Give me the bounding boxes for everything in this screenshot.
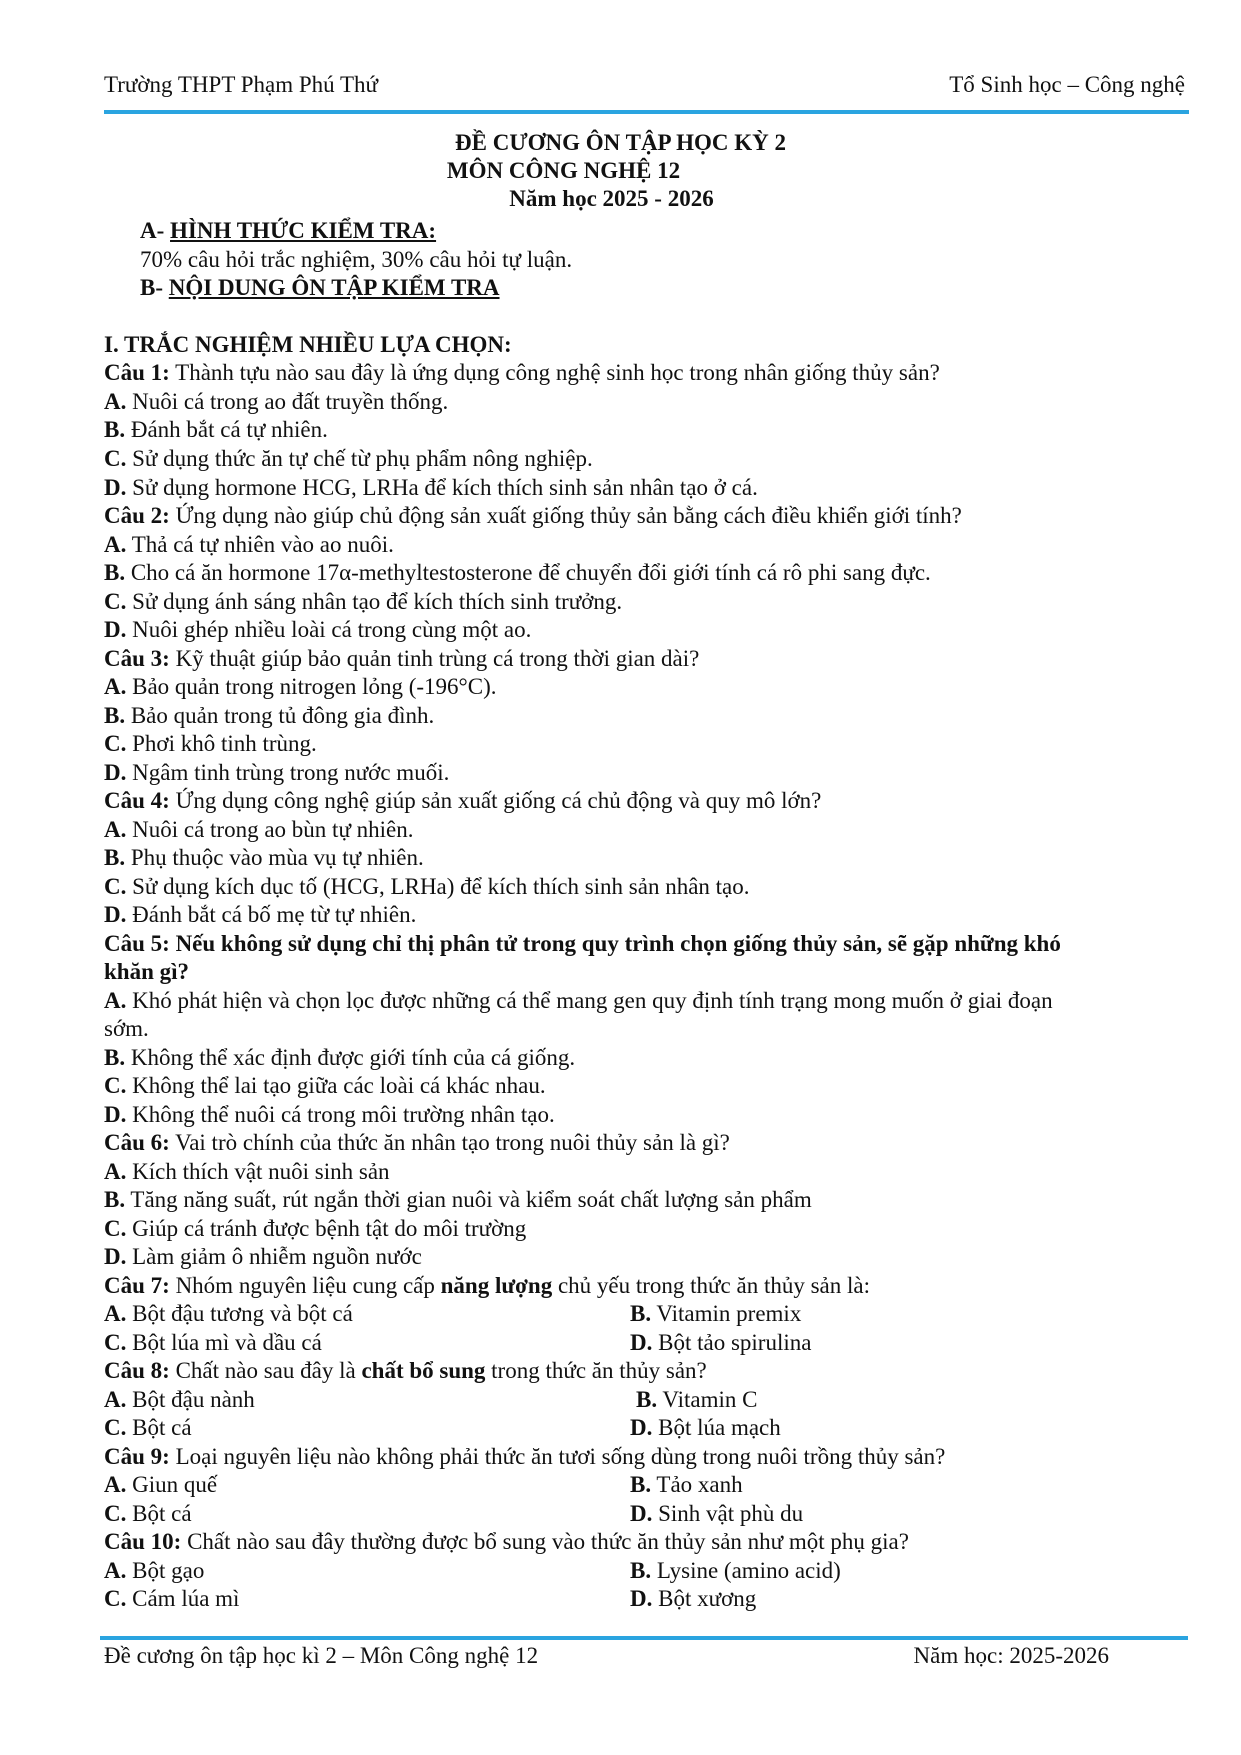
q5-option-a-cont: sớm. — [104, 1016, 149, 1041]
section-b-title: NỘI DUNG ÔN TẬP KIỂM TRA — [168, 275, 500, 300]
q1-option-c: C. Sử dụng thức ăn tự chế từ phụ phẩm nông nghiệp. — [104, 446, 593, 471]
section-a-heading — [140, 216, 1225, 245]
section-a-title: HÌNH THỨC KIỂM TRA: — [170, 218, 437, 243]
q10-option-c: C. Cám lúa mì — [104, 1586, 240, 1611]
question-6: Câu 6: Vai trò chính của thức ăn nhân tạo trong nuôi thủy sản là gì? — [104, 1130, 730, 1155]
part-1-heading: I. TRẮC NGHIỆM NHIỀU LỰA CHỌN: — [104, 332, 512, 357]
question-2: Câu 2: Ứng dụng nào giúp chủ động sản xuất giống thủy sản bằng cách điều khiển giới tính? — [104, 503, 962, 528]
q2-option-c: C. Sử dụng ánh sáng nhân tạo để kích thích sinh trưởng. — [104, 589, 623, 614]
q10-option-d: D. Bột xương — [630, 1586, 757, 1611]
q4-option-d: D. Đánh bắt cá bố mẹ từ tự nhiên. — [104, 902, 417, 927]
footer-doc-name: Đề cương ôn tập học kì 2 – Môn Công nghệ 12 — [104, 1643, 539, 1668]
q1-option-a: A. Nuôi cá trong ao đất truyền thống. — [104, 389, 449, 414]
question-4: Câu 4: Ứng dụng công nghệ giúp sản xuất giống cá chủ động và quy mô lớn? — [104, 788, 822, 813]
q8-option-c: C. Bột cá — [104, 1415, 192, 1440]
q6-option-b: B. Tăng năng suất, rút ngắn thời gian nuôi và kiểm soát chất lượng sản phẩm — [104, 1187, 812, 1212]
question-7: Câu 7: Nhóm nguyên liệu cung cấp năng lượng chủ yếu trong thức ăn thủy sản là: — [104, 1273, 870, 1298]
school-name: Trường THPT Phạm Phú Thứ — [104, 72, 378, 97]
footer-rule — [100, 1636, 1188, 1640]
header-rule — [104, 110, 1189, 114]
q6-option-d: D. Làm giảm ô nhiễm nguồn nước — [104, 1244, 422, 1269]
section-a-text: 70% câu hỏi trắc nghiệm, 30% câu hỏi tự luận. — [140, 247, 573, 272]
q9-option-b: B. Tảo xanh — [630, 1472, 743, 1497]
q3-option-c: C. Phơi khô tinh trùng. — [104, 731, 317, 756]
q8-option-a: A. Bột đậu nành — [104, 1387, 255, 1412]
doc-subject: MÔN CÔNG NGHỆ 12 — [446, 158, 681, 183]
question-5-cont: khăn gì? — [104, 959, 190, 984]
question-5: Câu 5: Nếu không sử dụng chỉ thị phân tử trong quy trình chọn giống thủy sản, sẽ gặp những khó — [104, 931, 1061, 956]
q2-option-b: B. Cho cá ăn hormone 17α-methyltestosterone để chuyển đổi giới tính cá rô phi sang đực. — [104, 560, 931, 585]
section-b-label: B- — [140, 275, 163, 300]
question-1: Câu 1: Thành tựu nào sau đây là ứng dụng công nghệ sinh học trong nhân giống thủy sản? — [104, 360, 940, 385]
page-footer — [104, 1643, 1109, 1669]
q9-option-d: D. Sinh vật phù du — [630, 1501, 804, 1526]
q2-option-d: D. Nuôi ghép nhiều loài cá trong cùng một ao. — [104, 617, 532, 642]
q5-option-d: D. Không thể nuôi cá trong môi trường nhân tạo. — [104, 1102, 555, 1127]
q7-option-a: A. Bột đậu tương và bột cá — [104, 1301, 353, 1326]
footer-year: Năm học: 2025-2026 — [913, 1643, 1109, 1668]
department-name: Tổ Sinh học – Công nghệ — [949, 72, 1185, 97]
q5-option-a: A. Khó phát hiện và chọn lọc được những cá thể mang gen quy định tính trạng mong muốn ở giai đoạn — [104, 988, 1053, 1013]
q10-option-a: A. Bột gạo — [104, 1558, 205, 1583]
q4-option-a: A. Nuôi cá trong ao bùn tự nhiên. — [104, 817, 414, 842]
doc-year: Năm học 2025 - 2026 — [509, 186, 714, 211]
q1-option-d: D. Sử dụng hormone HCG, LRHa để kích thích sinh sản nhân tạo ở cá. — [104, 475, 758, 500]
q7-option-c: C. Bột lúa mì và dầu cá — [104, 1330, 322, 1355]
page-header — [104, 72, 1185, 108]
q4-option-b: B. Phụ thuộc vào mùa vụ tự nhiên. — [104, 845, 424, 870]
question-8: Câu 8: Chất nào sau đây là chất bổ sung trong thức ăn thủy sản? — [104, 1358, 707, 1383]
q4-option-c: C. Sử dụng kích dục tố (HCG, LRHa) để kích thích sinh sản nhân tạo. — [104, 874, 750, 899]
q3-option-b: B. Bảo quản trong tủ đông gia đình. — [104, 703, 435, 728]
q3-option-a: A. Bảo quản trong nitrogen lỏng (-196°C). — [104, 674, 497, 699]
q5-option-c: C. Không thể lai tạo giữa các loài cá khác nhau. — [104, 1073, 546, 1098]
q7-option-b: B. Vitamin premix — [630, 1301, 802, 1326]
doc-title: ĐỀ CƯƠNG ÔN TẬP HỌC KỲ 2 — [455, 130, 786, 155]
question-3: Câu 3: Kỹ thuật giúp bảo quản tinh trùng cá trong thời gian dài? — [104, 646, 700, 671]
q6-option-c: C. Giúp cá tránh được bệnh tật do môi trường — [104, 1216, 527, 1241]
question-9: Câu 9: Loại nguyên liệu nào không phải thức ăn tươi sống dùng trong nuôi trồng thủy sản? — [104, 1444, 946, 1469]
q8-option-d: D. Bột lúa mạch — [630, 1415, 781, 1440]
q2-option-a: A. Thả cá tự nhiên vào ao nuôi. — [104, 532, 394, 557]
q8-option-b: B. Vitamin C — [636, 1387, 758, 1412]
q6-option-a: A. Kích thích vật nuôi sinh sản — [104, 1159, 390, 1184]
q5-option-b: B. Không thể xác định được giới tính của cá giống. — [104, 1045, 576, 1070]
q9-option-a: A. Giun quế — [104, 1472, 218, 1497]
question-10: Câu 10: Chất nào sau đây thường được bổ sung vào thức ăn thủy sản như một phụ gia? — [104, 1529, 909, 1554]
q1-option-b: B. Đánh bắt cá tự nhiên. — [104, 417, 328, 442]
q3-option-d: D. Ngâm tinh trùng trong nước muối. — [104, 760, 450, 785]
q10-option-b: B. Lysine (amino acid) — [630, 1558, 841, 1583]
section-b-heading — [140, 273, 1225, 302]
section-a-label: A- — [140, 218, 165, 243]
q9-option-c: C. Bột cá — [104, 1501, 192, 1526]
q7-option-d: D. Bột tảo spirulina — [630, 1330, 812, 1355]
